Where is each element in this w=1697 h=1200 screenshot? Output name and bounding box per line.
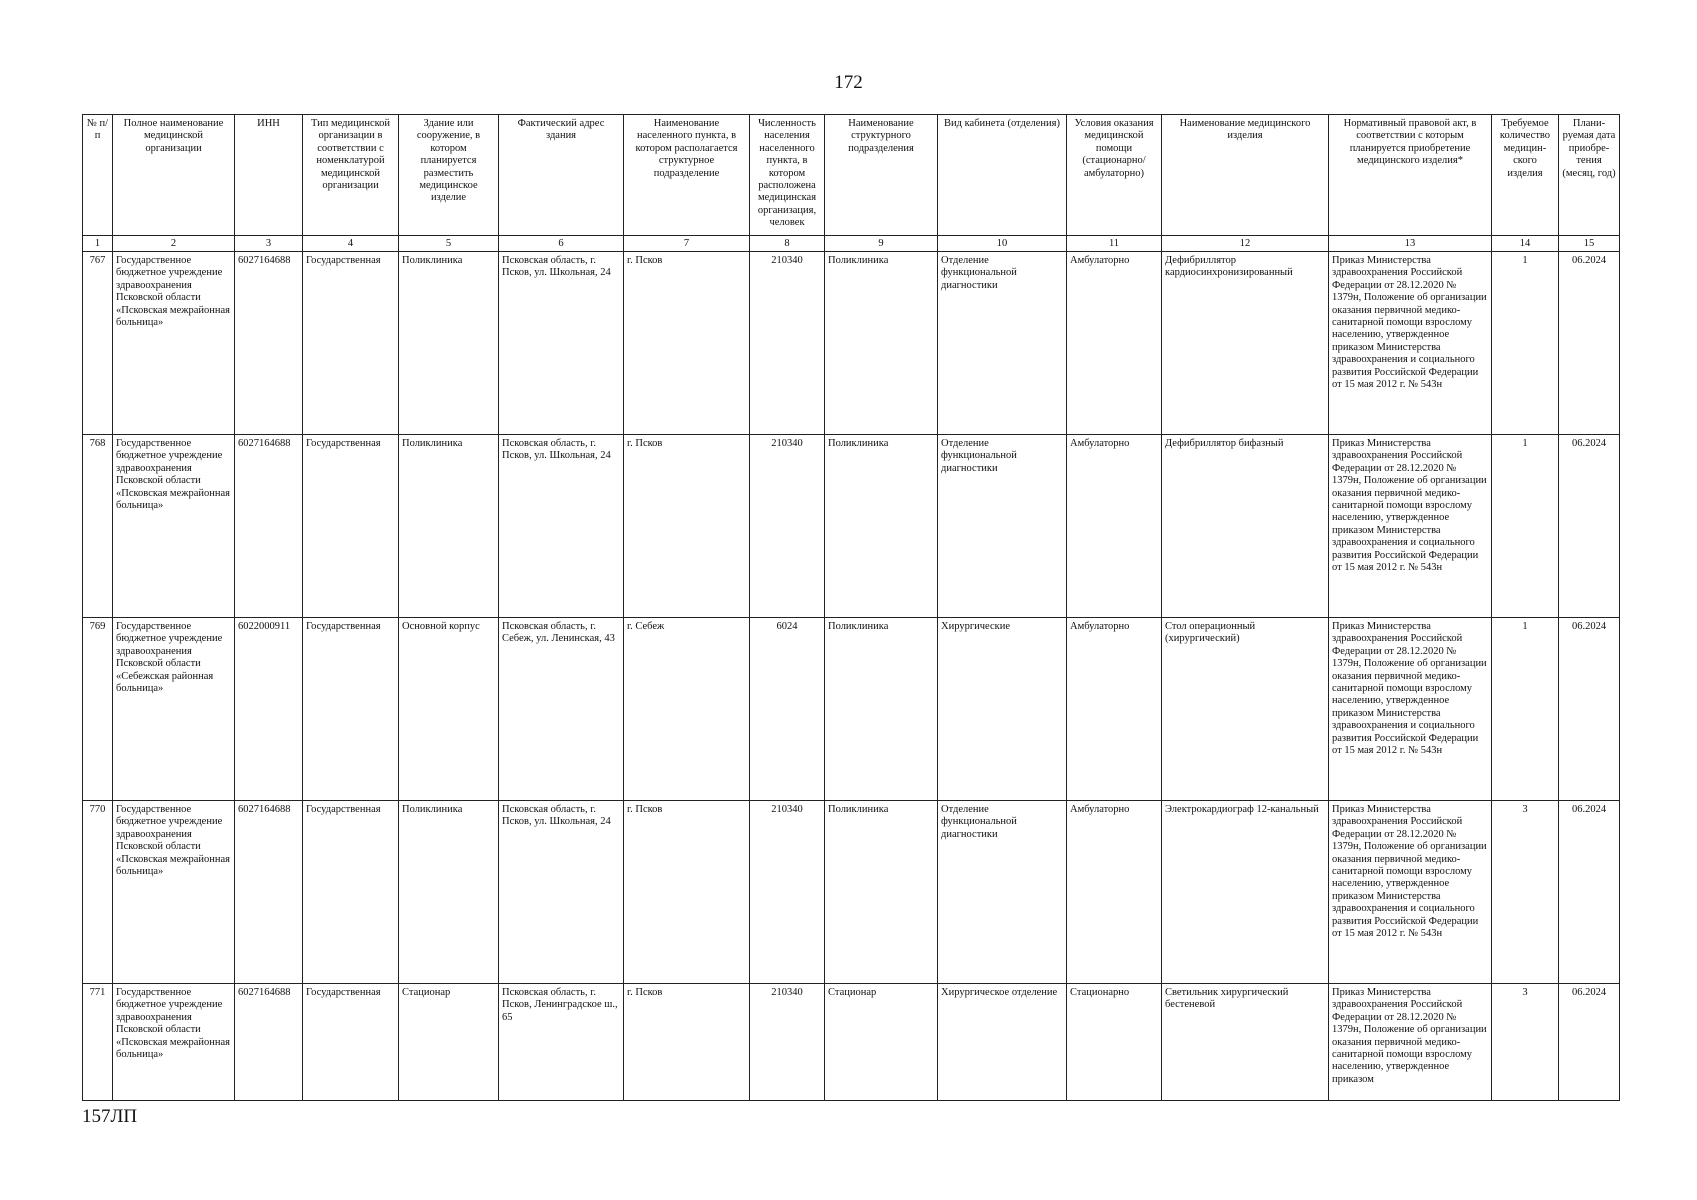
- header-row: [83, 115, 1620, 236]
- building: Поликлиника: [399, 252, 499, 435]
- address: Псковская область, г. Псков, ул. Школьная, 24: [499, 801, 624, 984]
- quantity: 1: [1492, 618, 1559, 801]
- subdivision: Стационар: [825, 984, 938, 1101]
- header-cell: Здание или сооружение, в котором планируется разместить медицинское изделие: [399, 115, 499, 236]
- header-cell: Условия оказания медицинской помощи (стационарно/ амбулаторно): [1067, 115, 1162, 236]
- document-code: 157ЛП: [82, 1106, 138, 1127]
- device-name: Стол операционный (хирургический): [1162, 618, 1329, 801]
- header-cell: Плани-руемая дата приобре-тения (месяц, год): [1559, 115, 1620, 236]
- column-number: 12: [1162, 236, 1329, 252]
- organization-name: Государственное бюджетное учреждение здравоохранения Псковской области «Псковская межрайонная больница»: [113, 984, 235, 1101]
- subdivision: Поликлиника: [825, 435, 938, 618]
- column-number: 6: [499, 236, 624, 252]
- locality: г. Псков: [624, 252, 750, 435]
- legal-act: Приказ Министерства здравоохранения Российской Федерации от 28.12.2020 № 1379н, Положение об организации оказания первичной медико-санитарной помощи взрослому населению, утвержденное приказом Министерства здравоохранения и социального развития Российской Федерации от 15 мая 2012 г. № 543н: [1329, 801, 1492, 984]
- row-number: 771: [83, 984, 113, 1101]
- column-number: 11: [1067, 236, 1162, 252]
- column-number: 14: [1492, 236, 1559, 252]
- header-cell: Наименование населенного пункта, в котором располагается структурное подразделение: [624, 115, 750, 236]
- table-row: [83, 618, 1620, 801]
- device-name: Дефибриллятор бифазный: [1162, 435, 1329, 618]
- quantity: 1: [1492, 435, 1559, 618]
- planned-date: 06.2024: [1559, 801, 1620, 984]
- population: 6024: [750, 618, 825, 801]
- population: 210340: [750, 435, 825, 618]
- care-conditions: Амбулаторно: [1067, 618, 1162, 801]
- row-number: 768: [83, 435, 113, 618]
- population: 210340: [750, 984, 825, 1101]
- organization-type: Государственная: [303, 618, 399, 801]
- planned-date: 06.2024: [1559, 435, 1620, 618]
- locality: г. Псков: [624, 435, 750, 618]
- inn: 6027164688: [235, 435, 303, 618]
- address: Псковская область, г. Псков, Ленинградское ш., 65: [499, 984, 624, 1101]
- device-name: Дефибриллятор кардиосинхронизированный: [1162, 252, 1329, 435]
- legal-act: Приказ Министерства здравоохранения Российской Федерации от 28.12.2020 № 1379н, Положение об организации оказания первичной медико-санитарной помощи взрослому населению, утвержденное приказом Министерства здравоохранения и социального развития Российской Федерации от 15 мая 2012 г. № 543н: [1329, 435, 1492, 618]
- column-number: 15: [1559, 236, 1620, 252]
- planned-date: 06.2024: [1559, 984, 1620, 1101]
- organization-name: Государственное бюджетное учреждение здравоохранения Псковской области «Псковская межрайонная больница»: [113, 252, 235, 435]
- care-conditions: Амбулаторно: [1067, 801, 1162, 984]
- building: Основной корпус: [399, 618, 499, 801]
- legal-act: Приказ Министерства здравоохранения Российской Федерации от 28.12.2020 № 1379н, Положение об организации оказания первичной медико-санитарной помощи взрослому населению, утвержденное приказом Министерства здравоохранения и социального развития Российской Федерации от 15 мая 2012 г. № 543н: [1329, 252, 1492, 435]
- organization-name: Государственное бюджетное учреждение здравоохранения Псковской области «Себежская районная больница»: [113, 618, 235, 801]
- organization-type: Государственная: [303, 801, 399, 984]
- row-number: 770: [83, 801, 113, 984]
- column-number: 10: [938, 236, 1067, 252]
- header-cell: Численность населения населенного пункта, в котором расположена медицинская организация, человек: [750, 115, 825, 236]
- address: Псковская область, г. Себеж, ул. Ленинская, 43: [499, 618, 624, 801]
- table-row: [83, 984, 1620, 1101]
- care-conditions: Амбулаторно: [1067, 435, 1162, 618]
- column-number: 8: [750, 236, 825, 252]
- quantity: 3: [1492, 801, 1559, 984]
- header-cell: ИНН: [235, 115, 303, 236]
- inn: 6027164688: [235, 984, 303, 1101]
- cabinet-type: Отделение функциональной диагностики: [938, 252, 1067, 435]
- organization-name: Государственное бюджетное учреждение здравоохранения Псковской области «Псковская межрайонная больница»: [113, 435, 235, 618]
- header-cell: Тип медицинской организации в соответствии с номенклатурой медицинской организации: [303, 115, 399, 236]
- subdivision: Поликлиника: [825, 252, 938, 435]
- organization-type: Государственная: [303, 435, 399, 618]
- equipment-register-table: [82, 114, 1620, 1101]
- column-number: 3: [235, 236, 303, 252]
- table-row: [83, 252, 1620, 435]
- organization-type: Государственная: [303, 984, 399, 1101]
- page-number: 172: [834, 72, 863, 93]
- cabinet-type: Хирургические: [938, 618, 1067, 801]
- header-cell: № п/п: [83, 115, 113, 236]
- table-row: [83, 801, 1620, 984]
- organization-type: Государственная: [303, 252, 399, 435]
- quantity: 1: [1492, 252, 1559, 435]
- device-name: Электрокардиограф 12-канальный: [1162, 801, 1329, 984]
- column-number: 1: [83, 236, 113, 252]
- address: Псковская область, г. Псков, ул. Школьная, 24: [499, 435, 624, 618]
- table-row: [83, 435, 1620, 618]
- row-number: 769: [83, 618, 113, 801]
- subdivision: Поликлиника: [825, 618, 938, 801]
- population: 210340: [750, 801, 825, 984]
- column-number: 5: [399, 236, 499, 252]
- population: 210340: [750, 252, 825, 435]
- column-number: 9: [825, 236, 938, 252]
- organization-name: Государственное бюджетное учреждение здравоохранения Псковской области «Псковская межрайонная больница»: [113, 801, 235, 984]
- quantity: 3: [1492, 984, 1559, 1101]
- header-cell: Вид кабинета (отделения): [938, 115, 1067, 236]
- device-name: Светильник хирургический бестеневой: [1162, 984, 1329, 1101]
- header-cell: Нормативный правовой акт, в соответствии с которым планируется приобретение медицинского изделия*: [1329, 115, 1492, 236]
- legal-act: Приказ Министерства здравоохранения Российской Федерации от 28.12.2020 № 1379н, Положение об организации оказания первичной медико-санитарной помощи взрослому населению, утвержденное приказом: [1329, 984, 1492, 1101]
- header-cell: Полное наименование медицинской организации: [113, 115, 235, 236]
- building: Стационар: [399, 984, 499, 1101]
- planned-date: 06.2024: [1559, 252, 1620, 435]
- locality: г. Себеж: [624, 618, 750, 801]
- inn: 6022000911: [235, 618, 303, 801]
- planned-date: 06.2024: [1559, 618, 1620, 801]
- cabinet-type: Отделение функциональной диагностики: [938, 435, 1067, 618]
- cabinet-type: Отделение функциональной диагностики: [938, 801, 1067, 984]
- care-conditions: Амбулаторно: [1067, 252, 1162, 435]
- column-number: 7: [624, 236, 750, 252]
- locality: г. Псков: [624, 984, 750, 1101]
- cabinet-type: Хирургическое отделение: [938, 984, 1067, 1101]
- legal-act: Приказ Министерства здравоохранения Российской Федерации от 28.12.2020 № 1379н, Положение об организации оказания первичной медико-санитарной помощи взрослому населению, утвержденное приказом Министерства здравоохранения и социального развития Российской Федерации от 15 мая 2012 г. № 543н: [1329, 618, 1492, 801]
- inn: 6027164688: [235, 252, 303, 435]
- column-number: 2: [113, 236, 235, 252]
- header-cell: Наименование структурного подразделения: [825, 115, 938, 236]
- column-number-row: [83, 236, 1620, 252]
- locality: г. Псков: [624, 801, 750, 984]
- building: Поликлиника: [399, 801, 499, 984]
- header-cell: Наименование медицинского изделия: [1162, 115, 1329, 236]
- address: Псковская область, г. Псков, ул. Школьная, 24: [499, 252, 624, 435]
- subdivision: Поликлиника: [825, 801, 938, 984]
- building: Поликлиника: [399, 435, 499, 618]
- header-cell: Фактический адрес здания: [499, 115, 624, 236]
- column-number: 4: [303, 236, 399, 252]
- column-number: 13: [1329, 236, 1492, 252]
- care-conditions: Стационарно: [1067, 984, 1162, 1101]
- inn: 6027164688: [235, 801, 303, 984]
- row-number: 767: [83, 252, 113, 435]
- header-cell: Требуемое количество медицин-ского изделия: [1492, 115, 1559, 236]
